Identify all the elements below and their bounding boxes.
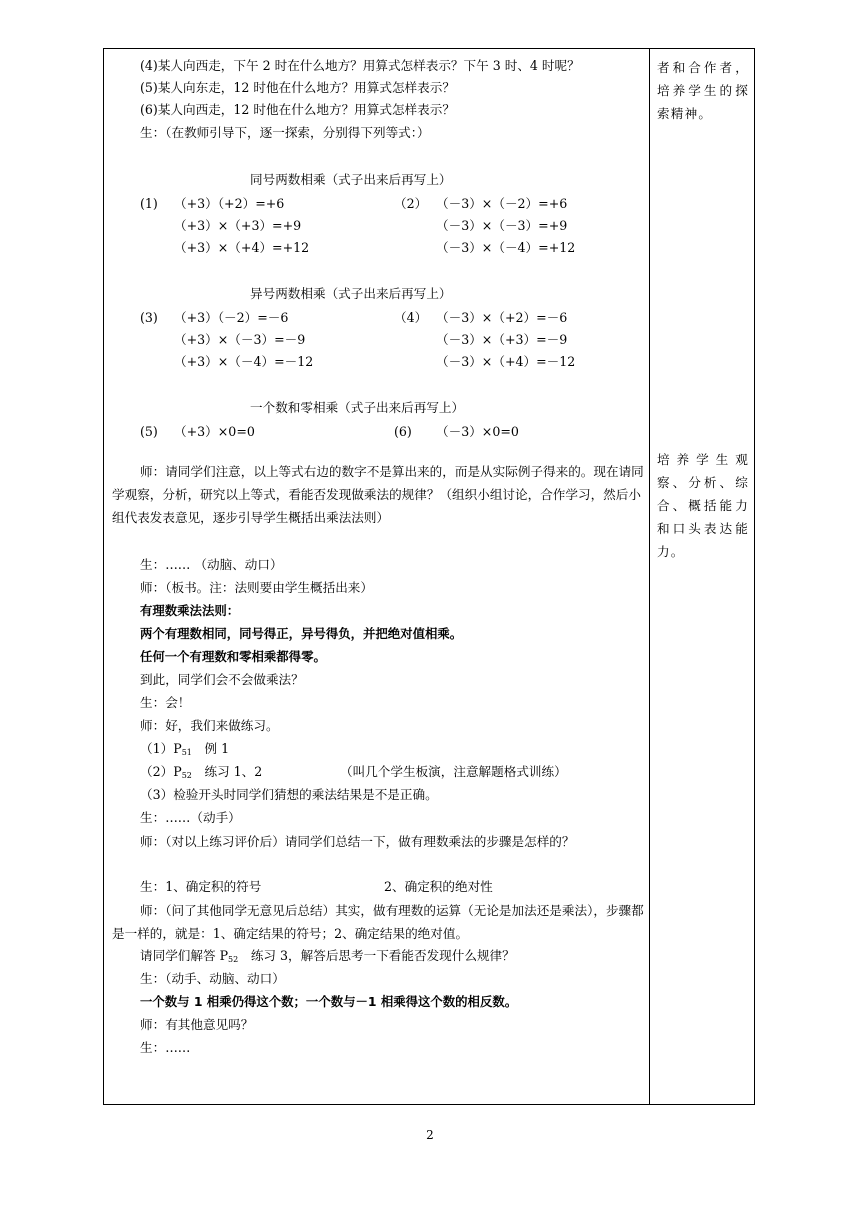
page-subscript: 52 [181, 771, 192, 780]
teacher-board: 师：（板书。注：法则要由学生概括出来） [140, 580, 373, 595]
equation: （+3）×（+3）=+9 [174, 218, 302, 233]
heading-same-sign: 同号两数相乘（式子出来后再写上） [250, 172, 452, 187]
rule-title: 有理数乘法法则： [140, 603, 240, 618]
exercise-text: 练习 1、2 [191, 764, 263, 779]
equation: （－3）×（+4）=－12 [436, 354, 576, 369]
student-hands: 生：……（动手） [140, 810, 241, 825]
exercise-text: （2）P [140, 764, 182, 779]
question-5: (5)某人向东走，12 时他在什么地方？用算式怎样表示？ [140, 80, 455, 95]
teacher-note: 师：请同学们注意，以上等式右边的数字不是算出来的，而是从实际例子得来的。现在请同学观察，分析，研究以上等式，看能否发现做乘法的规律？（组织小组讨论，合作学习，然后小组代表发表意见，逐步引导学生概括出乘法法则） [112, 464, 644, 525]
student-think: 生：…… （动脑、动口） [140, 557, 283, 572]
question-6: (6)某人向西走，12 时他在什么地方？用算式怎样表示？ [140, 102, 455, 117]
teacher-general: 师：（问了其他同学无意见后总结）其实，做有理数的运算（无论是加法还是乘法），步骤都是一样的，就是：1、确定结果的符号；2、确定结果的绝对值。 [112, 903, 644, 941]
ask-text: 请同学们解答 P [140, 948, 229, 963]
teacher-summary: 师：（对以上练习评价后）请同学们总结一下，做有理数乘法的步骤是怎样的？ [140, 834, 575, 849]
exercise-text: （1）P [140, 741, 182, 756]
step-text: 生：1、确定积的符号 [140, 879, 262, 894]
group-label: （2） [394, 196, 428, 211]
exercise-note: （叫几个学生板演，注意解题格式训练） [340, 764, 567, 779]
group-label: (1) [140, 196, 158, 211]
student-answer: 生：会！ [140, 695, 191, 710]
student-intro: 生：（在教师引导下，逐一探索，分别得下列等式：） [140, 125, 430, 140]
equation: （+3）（+2）=+6 [174, 196, 285, 211]
ask-text: 练习 3，解答后思考一下看能否发现什么规律？ [238, 948, 515, 963]
group-label: （4） [394, 310, 428, 325]
teacher-ask: 到此，同学们会不会做乘法？ [140, 672, 304, 687]
group-label: (6) [394, 424, 412, 439]
equation: （－3）×（－4）=+12 [436, 240, 576, 255]
equation: （+3）×（－4）=－12 [174, 354, 314, 369]
equation: （+3）×（+4）=+12 [174, 240, 310, 255]
group-label: (5) [140, 424, 158, 439]
equation: （+3）×（－3）=－9 [174, 332, 306, 347]
heading-different-sign: 异号两数相乘（式子出来后再写上） [250, 286, 452, 301]
equation: （－3）×（+2）=－6 [436, 310, 568, 325]
equation: （－3）×（－3）=+9 [436, 218, 568, 233]
equation: （－3）×（+3）=－9 [436, 332, 568, 347]
question-4: (4)某人向西走，下午 2 时在什么地方？用算式怎样表示？下午 3 时、4 时呢？ [140, 58, 580, 73]
step-text: 2、确定积的绝对性 [384, 879, 493, 894]
equation: （+3）（－2）=－6 [174, 310, 289, 325]
teacher-practice: 师：好，我们来做练习。 [140, 718, 279, 733]
exercise-text: 例 1 [191, 741, 230, 756]
heading-times-zero: 一个数和零相乘（式子出来后再写上） [250, 400, 465, 415]
group-label: (3) [140, 310, 158, 325]
column-divider [649, 48, 650, 1105]
equation: （－3）×0=0 [436, 424, 519, 439]
side-note-2: 培养学生观察、分析、综合、概括能力和口头表达能力。 [657, 452, 749, 559]
teacher-other: 师：有其他意见吗？ [140, 1017, 254, 1032]
student-act: 生：（动手、动脑、动口） [140, 971, 285, 986]
equation: （－3）×（－2）=+6 [436, 196, 568, 211]
page-subscript: 51 [181, 748, 192, 757]
exercise-3: （3）检验开头时同学们猜想的乘法结果是不是正确。 [140, 787, 438, 802]
page-subscript: 52 [228, 955, 239, 964]
student-steps [140, 876, 644, 898]
equation: （+3）×0=0 [174, 424, 255, 439]
rule-zero: 任何一个有理数和零相乘都得零。 [140, 649, 326, 664]
rule-sign: 两个有理数相同，同号得正，异号得负，并把绝对值相乘。 [140, 626, 463, 641]
student-end: 生：…… [140, 1040, 191, 1055]
page-number: 2 [426, 1128, 434, 1142]
side-note-1: 者和合作者，培养学生的探索精神。 [657, 60, 749, 121]
rule-one: 一个数与 1 相乘仍得这个数；一个数与－1 相乘得这个数的相反数。 [140, 994, 518, 1009]
